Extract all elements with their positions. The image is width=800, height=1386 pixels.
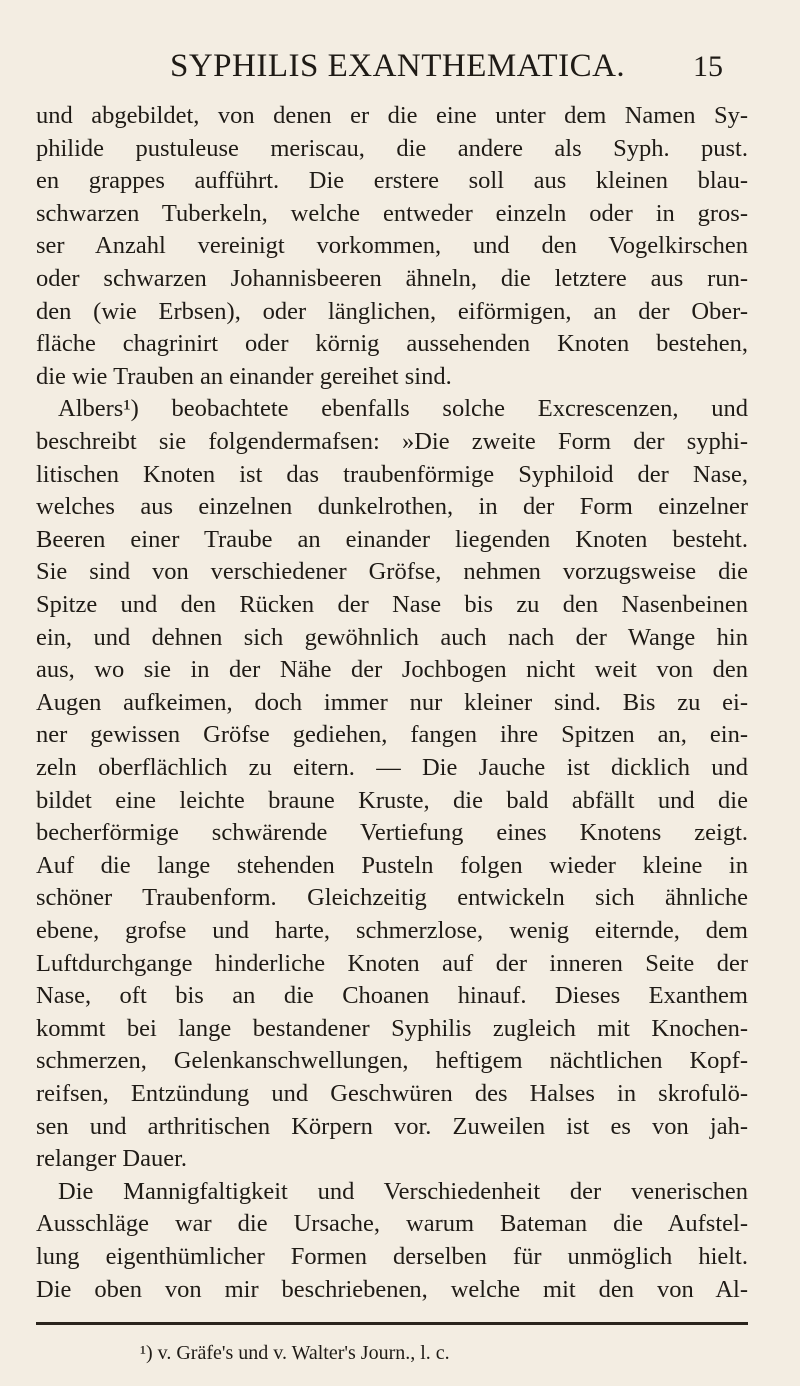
text-line: ser Anzahl vereinigt vorkommen, und den Vogelkirschen xyxy=(36,232,748,260)
text-line: oder schwarzen Johannisbeeren ähneln, die letztere aus run- xyxy=(36,265,748,292)
text-line: kommt bei lange bestandener Syphilis zugleich mit Knochen- xyxy=(36,1014,748,1042)
text-line: Ausschläge war die Ursache, warum Bateman die Aufstel- xyxy=(36,1210,748,1238)
text-line: bildet eine leichte braune Kruste, die bald abfällt und die xyxy=(36,786,748,814)
text-line: beschreibt sie folgendermafsen: »Die zweite Form der syphi- xyxy=(36,428,748,455)
text-line: Beeren einer Traube an einander liegenden Knoten besteht. xyxy=(36,525,748,553)
text-line: lung eigenthümlicher Formen derselben für unmöglich hielt. xyxy=(36,1243,748,1270)
text-line: Die Mannigfaltigkeit und Verschiedenheit der venerischen xyxy=(58,1177,748,1205)
footnote-rule xyxy=(36,1322,748,1325)
text-line: fläche chagrinirt oder körnig aussehenden Knoten bestehen, xyxy=(36,330,748,358)
text-line: Spitze und den Rücken der Nase bis zu den Nasenbeinen xyxy=(36,591,748,618)
text-line: schmerzen, Gelenkanschwellungen, heftigem nächtlichen Kopf- xyxy=(36,1047,748,1075)
page-number: 15 xyxy=(693,50,723,83)
text-line: schöner Traubenform. Gleichzeitig entwickeln sich ähnliche xyxy=(36,884,748,912)
text-line: Die oben von mir beschriebenen, welche mit den von Al- xyxy=(36,1275,748,1303)
text-line: philide pustuleuse meriscau, die andere als Syph. pust. xyxy=(36,134,748,162)
text-line: schwarzen Tuberkeln, welche entweder einzeln oder in gros- xyxy=(36,199,748,227)
text-line: reifsen, Entzündung und Geschwüren des Halses in skrofulö- xyxy=(36,1080,748,1107)
text-line: Luftdurchgange hinderliche Knoten auf der inneren Seite der xyxy=(36,949,748,977)
text-line: ein, und dehnen sich gewöhnlich auch nach der Wange hin xyxy=(36,623,748,651)
text-line: ebene, grofse und harte, schmerzlose, wenig eiternde, dem xyxy=(36,917,748,944)
text-line: sen und arthritischen Körpern vor. Zuweilen ist es von jah- xyxy=(36,1112,748,1140)
footnote: ¹) v. Gräfe's und v. Walter's Journ., l. c. xyxy=(140,1342,450,1364)
text-line: Augen aufkeimen, doch immer nur kleiner sind. Bis zu ei- xyxy=(36,688,748,716)
text-line: becherförmige schwärende Vertiefung eines Knotens zeigt. xyxy=(36,819,748,847)
text-line: ner gewissen Gröfse gediehen, fangen ihre Spitzen an, ein- xyxy=(36,721,748,749)
text-line: Sie sind von verschiedener Gröfse, nehmen vorzugsweise die xyxy=(36,558,748,586)
text-line: den (wie Erbsen), oder länglichen, eiförmigen, an der Ober- xyxy=(36,297,748,325)
text-line: Albers¹) beobachtete ebenfalls solche Excrescenzen, und xyxy=(58,395,748,423)
page-header xyxy=(0,48,800,88)
text-line: relanger Dauer. xyxy=(36,1145,187,1173)
text-line: welches aus einzelnen dunkelrothen, in der Form einzelner xyxy=(36,493,748,521)
text-line: Auf die lange stehenden Pusteln folgen wieder kleine in xyxy=(36,851,748,879)
text-line: Nase, oft bis an die Choanen hinauf. Dieses Exanthem xyxy=(36,982,748,1010)
text-line: litischen Knoten ist das traubenförmige Syphiloid der Nase, xyxy=(36,460,748,488)
text-line: en grappes aufführt. Die erstere soll aus kleinen blau- xyxy=(36,167,748,195)
text-line: und abgebildet, von denen er die eine unter dem Namen Sy- xyxy=(36,102,748,129)
text-line: aus, wo sie in der Nähe der Jochbogen nicht weit von den xyxy=(36,656,748,684)
text-line: die wie Trauben an einander gereihet sind. xyxy=(36,362,452,390)
running-title: SYPHILIS EXANTHEMATICA. xyxy=(170,48,626,84)
text-line: zeln oberflächlich zu eitern. — Die Jauche ist dicklich und xyxy=(36,754,748,781)
